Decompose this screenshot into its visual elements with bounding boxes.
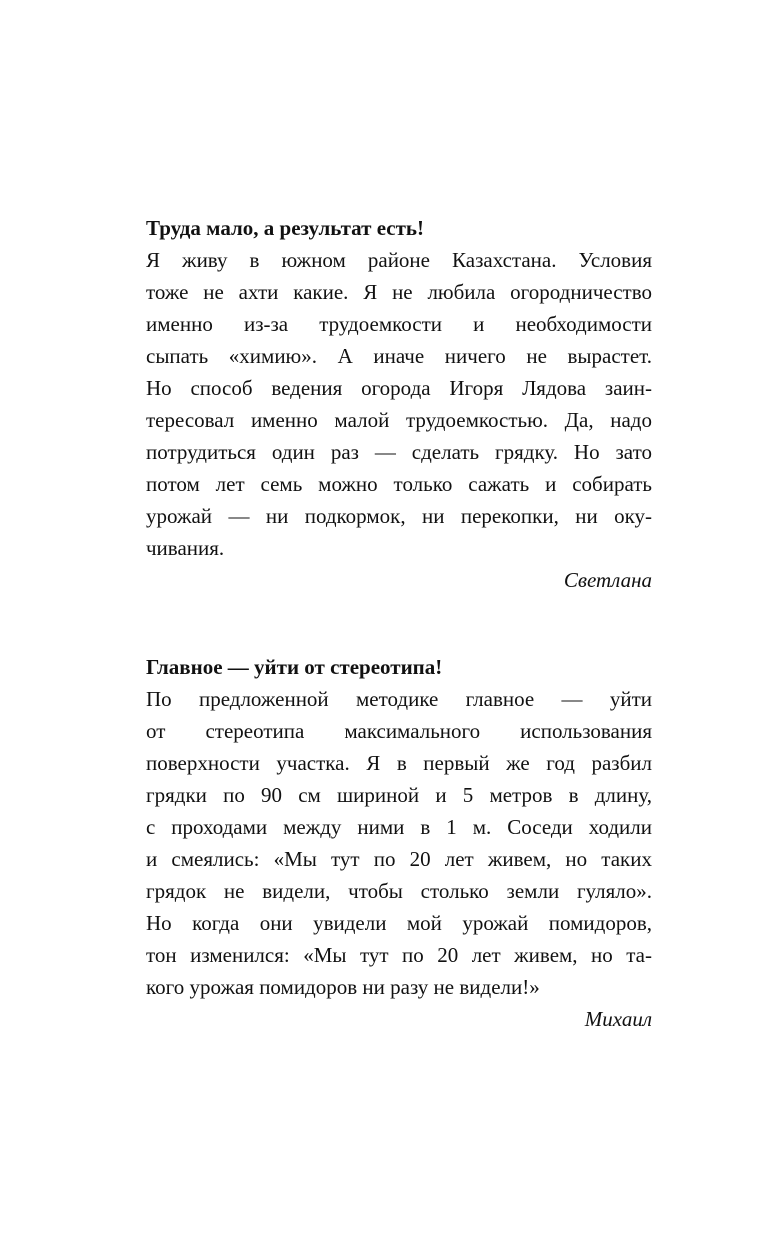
testimonial-line: кого урожая помидоров ни разу не видели!» [146,975,540,999]
testimonial-title: Главное — уйти от стереотипа! [146,655,443,679]
testimonial-line: По предложенной методике главное — уйти [146,687,652,711]
testimonial-line: Но когда они увидели мой урожай помидоров, [146,911,652,935]
testimonial-author: Светлана [563,568,652,592]
testimonial-line: Но способ ведения огорода Игоря Лядова заин- [146,376,652,400]
testimonial-line: Я живу в южном районе Казахстана. Условия [146,248,652,272]
testimonial-line: урожай — ни подкормок, ни перекопки, ни оку- [146,504,652,528]
testimonial-line: и смеялись: «Мы тут по 20 лет живем, но таких [146,847,652,871]
testimonial-line: тоже не ахти какие. Я не любила огородничество [146,280,652,304]
testimonial-line: поверхности участка. Я в первый же год разбил [146,751,652,775]
testimonial-svetlana [146,212,652,596]
testimonial-line: от стереотипа максимального использования [146,719,652,743]
testimonial-line: чивания. [146,536,225,560]
testimonial-line: тересовал именно малой трудоемкостью. Да, надо [146,408,652,432]
testimonial-line: грядки по 90 см шириной и 5 метров в длину, [146,783,652,807]
testimonial-line: грядок не видели, чтобы столько земли гуляло». [146,879,652,903]
testimonial-line: потрудиться один раз — сделать грядку. Но зато [146,440,652,464]
testimonial-mikhail [146,651,652,1035]
testimonial-author: Михаил [584,1007,652,1031]
testimonial-line: с проходами между ними в 1 м. Соседи ходили [146,815,652,839]
testimonial-line: именно из-за трудоемкости и необходимости [146,312,652,336]
testimonial-line: потом лет семь можно только сажать и собирать [146,472,652,496]
testimonial-line: сыпать «химию». А иначе ничего не вырастет. [146,344,652,368]
testimonial-line: тон изменился: «Мы тут по 20 лет живем, но та- [146,943,652,967]
testimonial-title: Труда мало, а результат есть! [146,216,425,240]
